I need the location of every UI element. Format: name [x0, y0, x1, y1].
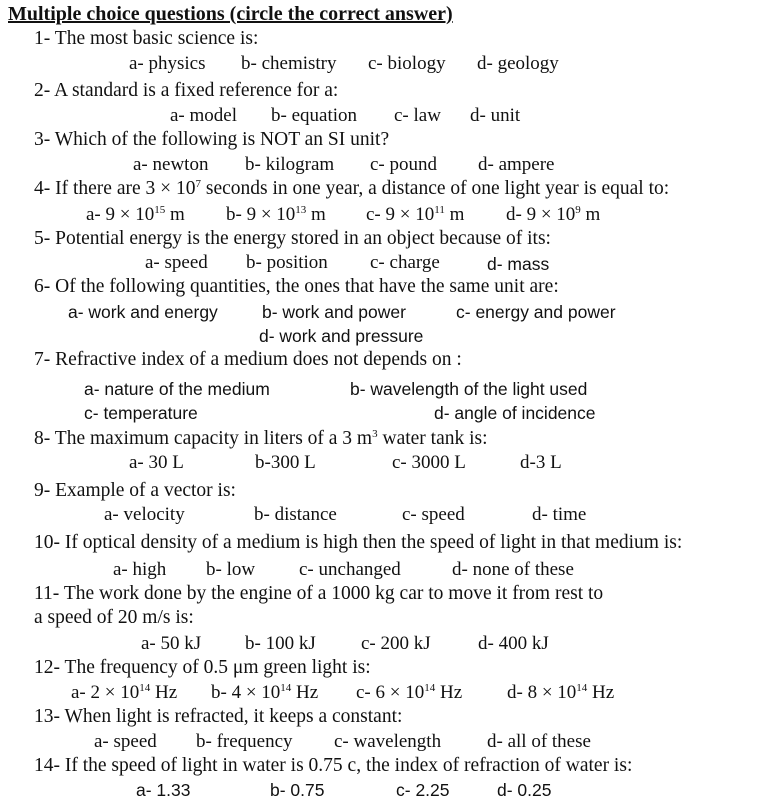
q1-option-b[interactable]: b- chemistry	[241, 53, 337, 74]
q3-option-b[interactable]: b- kilogram	[245, 154, 335, 175]
q11-option-a[interactable]: a- 50 kJ	[141, 633, 202, 654]
q10-option-b[interactable]: b- low	[206, 559, 256, 580]
q3-option-c[interactable]: c- pound	[370, 154, 438, 175]
q6-option-a[interactable]: a- work and energy	[68, 302, 218, 322]
q9-option-a[interactable]: a- velocity	[104, 504, 185, 525]
q4-option-d[interactable]: d- $9 \times 10^9$ m	[506, 204, 601, 225]
question-5: 5- Potential energy is the energy stored in an object because of its:	[34, 228, 551, 249]
q4-option-a[interactable]: a- $9 \times 10^{15}$ m	[86, 204, 185, 225]
q12-option-b[interactable]: b- $4 \times 10^{14}$ Hz	[211, 682, 319, 703]
q6-option-d[interactable]: d- work and pressure	[259, 326, 424, 346]
q4-option-b[interactable]: b- $9 \times 10^{13}$ m	[226, 204, 326, 225]
q7-option-c[interactable]: c- temperature	[84, 403, 198, 423]
question-13: 13- When light is refracted, it keeps a constant:	[34, 706, 403, 727]
q8-option-a[interactable]: a- 30 L	[129, 452, 184, 473]
q12-option-a[interactable]: a- $2 \times 10^{14}$ Hz	[71, 682, 178, 703]
question-11-continued: a speed of 20 m/s is:	[34, 607, 194, 628]
q10-option-c[interactable]: c- unchanged	[299, 559, 401, 580]
q9-option-b[interactable]: b- distance	[254, 504, 337, 525]
question-10: 10- If optical density of a medium is high then the speed of light in that medium is:	[34, 532, 683, 553]
q2-option-c[interactable]: c- law	[394, 105, 441, 126]
q14-option-d[interactable]: d- 0.25	[497, 780, 552, 800]
q2-option-a[interactable]: a- model	[170, 105, 238, 126]
question-9: 9- Example of a vector is:	[34, 480, 236, 501]
q14-option-a[interactable]: a- 1.33	[136, 780, 191, 800]
q5-option-c[interactable]: c- charge	[370, 252, 440, 273]
question-12: 12- The frequency of 0.5 μm green light is:	[34, 657, 371, 678]
question-2: 2- A standard is a fixed reference for a:	[34, 80, 339, 101]
question-8: 8- The maximum capacity in liters of a 3 $m^3$ water tank is:	[34, 428, 488, 449]
q13-option-d[interactable]: d- all of these	[487, 731, 591, 752]
q14-option-b[interactable]: b- 0.75	[270, 780, 325, 800]
q7-option-d[interactable]: d- angle of incidence	[434, 403, 596, 423]
question-11: 11- The work done by the engine of a 1000 kg car to move it from rest to	[34, 583, 604, 604]
q3-option-a[interactable]: a- newton	[133, 154, 209, 175]
q8-option-d[interactable]: d-3 L	[520, 452, 562, 473]
q9-option-c[interactable]: c- speed	[402, 504, 465, 525]
q3-option-d[interactable]: d- ampere	[478, 154, 555, 175]
q2-option-d[interactable]: d- unit	[470, 105, 521, 126]
question-7: 7- Refractive index of a medium does not depends on :	[34, 349, 462, 370]
q13-option-a[interactable]: a- speed	[94, 731, 157, 752]
q8-option-b[interactable]: b-300 L	[255, 452, 316, 473]
q12-option-c[interactable]: c- $6 \times 10^{14}$ Hz	[356, 682, 463, 703]
question-4: 4- If there are $3 \times 10^7$ seconds in one year, a distance of one light year is equal to:	[34, 178, 670, 199]
q11-option-b[interactable]: b- 100 kJ	[245, 633, 316, 654]
question-6: 6- Of the following quantities, the ones that have the same unit are:	[34, 276, 559, 297]
q7-option-a[interactable]: a- nature of the medium	[84, 379, 270, 399]
q1-option-d[interactable]: d- geology	[477, 53, 559, 74]
q12-option-d[interactable]: d- $8 \times 10^{14}$ Hz	[507, 682, 615, 703]
q8-option-c[interactable]: c- 3000 L	[392, 452, 466, 473]
q9-option-d[interactable]: d- time	[532, 504, 587, 525]
q5-option-a[interactable]: a- speed	[145, 252, 208, 273]
q1-option-c[interactable]: c- biology	[368, 53, 446, 74]
q2-option-b[interactable]: b- equation	[271, 105, 358, 126]
question-14: 14- If the speed of light in water is 0.75 c, the index of refraction of water is:	[34, 755, 633, 776]
q5-option-d[interactable]: d- mass	[487, 254, 550, 274]
q6-option-c[interactable]: c- energy and power	[456, 302, 616, 322]
q14-option-c[interactable]: c- 2.25	[396, 780, 450, 800]
question-3: 3- Which of the following is NOT an SI unit?	[34, 129, 390, 150]
page-title: Multiple choice questions (circle the correct answer)	[8, 3, 453, 25]
q1-option-a[interactable]: a- physics	[129, 53, 206, 74]
q13-option-b[interactable]: b- frequency	[196, 731, 293, 752]
question-1: 1- The most basic science is:	[34, 28, 259, 49]
q7-option-b[interactable]: b- wavelength of the light used	[350, 379, 588, 399]
q11-option-c[interactable]: c- 200 kJ	[361, 633, 431, 654]
q10-option-d[interactable]: d- none of these	[452, 559, 574, 580]
q5-option-b[interactable]: b- position	[246, 252, 328, 273]
q13-option-c[interactable]: c- wavelength	[334, 731, 442, 752]
q4-option-c[interactable]: c- $9 \times 10^{11}$ m	[366, 204, 465, 225]
q10-option-a[interactable]: a- high	[113, 559, 167, 580]
q11-option-d[interactable]: d- 400 kJ	[478, 633, 549, 654]
q6-option-b[interactable]: b- work and power	[262, 302, 406, 322]
